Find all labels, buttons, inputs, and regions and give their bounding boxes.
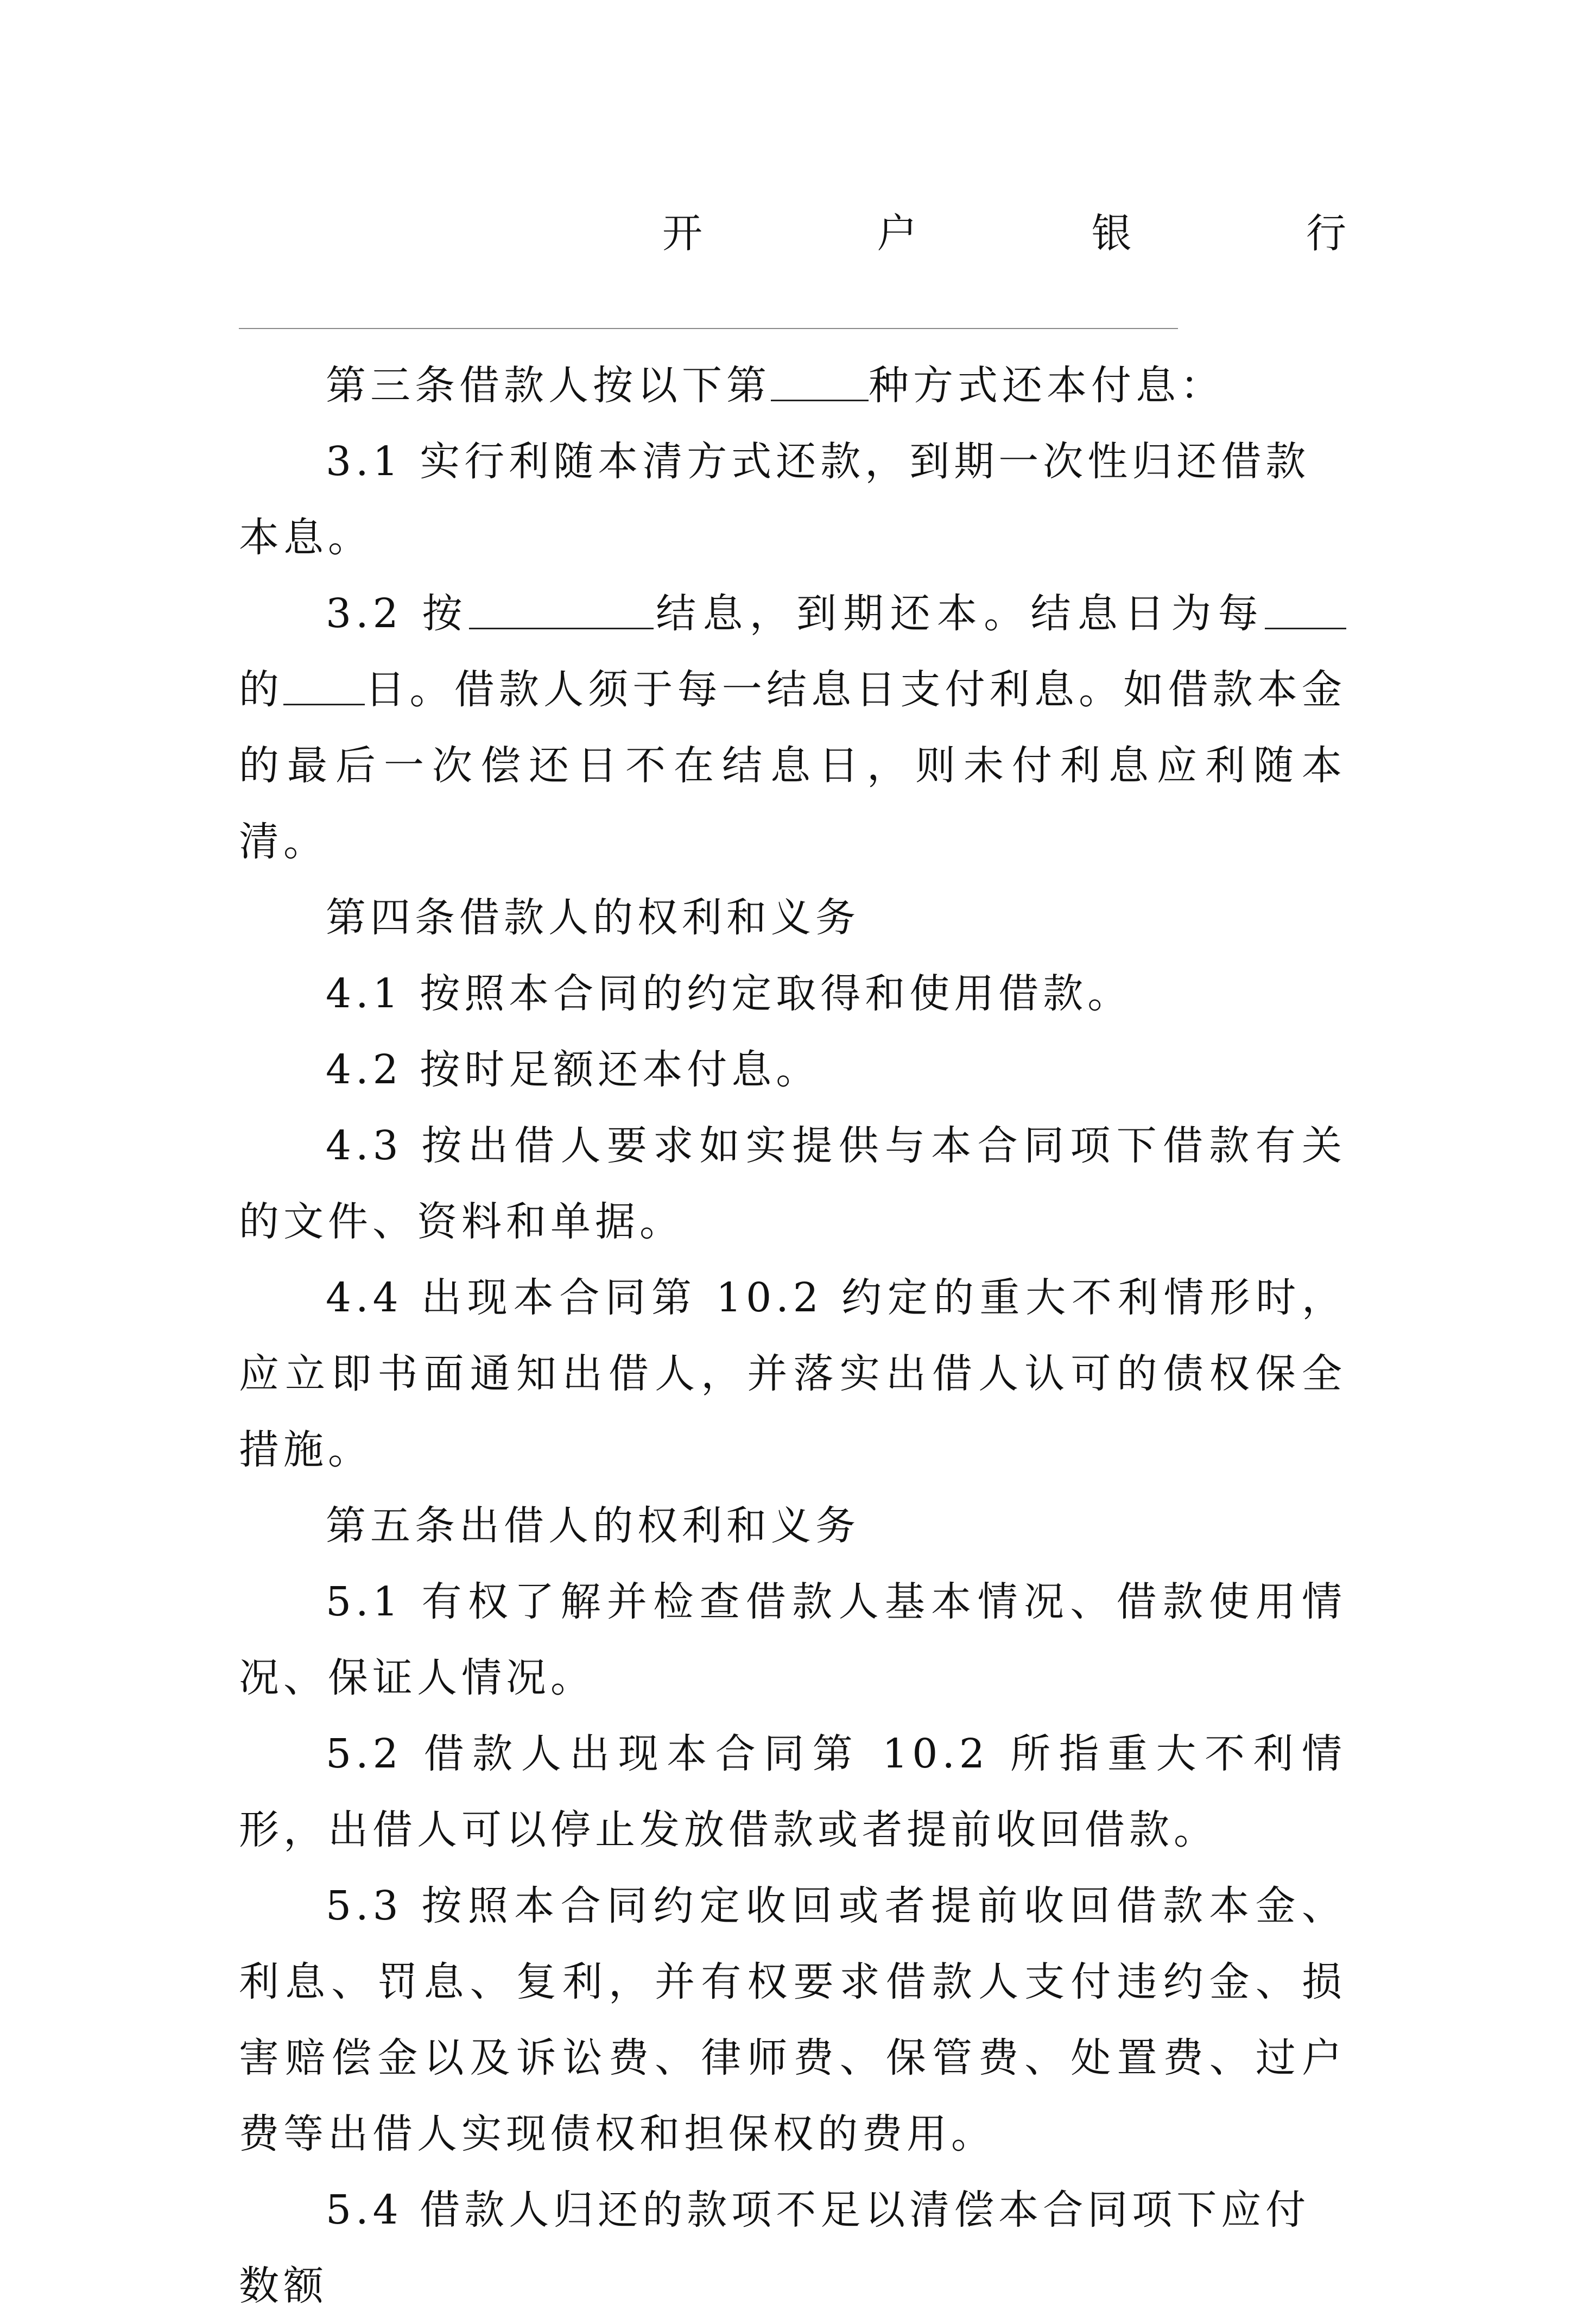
- repayment-method-blank: [771, 367, 869, 401]
- clause-3-2: [239, 576, 1346, 880]
- clause-3-2-text-b: 结息，到期还本。结息日为每: [653, 590, 1265, 637]
- clause-5-2: 5.2 借款人出现本合同第 10.2 所指重大不利情形，出借人可以停止发放借款或者提前收回借款。: [239, 1731, 1346, 1853]
- interest-period-blank: [469, 595, 654, 629]
- clause-3-2-text-d: 日。借款人须于每一结息日支付利息。如借款本金的最后一次偿还日不在结息日，则未付利息应利随本清。: [239, 666, 1347, 865]
- heading-char-4: 行: [1306, 210, 1346, 257]
- clause-4-4: 4.4 出现本合同第 10.2 约定的重大不利情形时，应立即书面通知出借人，并落实出借人认可的债权保全措施。: [239, 1274, 1346, 1473]
- interest-day-blank: [283, 671, 365, 705]
- clause-5-4: 5.4 借款人归还的款项不足以清偿本合同项下应付数额: [239, 2187, 1310, 2309]
- article-4-heading: 第四条借款人的权利和义务: [326, 894, 860, 941]
- heading-char-1: 开: [662, 210, 702, 257]
- account-bank-heading: [662, 204, 1346, 263]
- clause-5-3: 5.3 按照本合同约定收回或者提前收回借款本金、利息、罚息、复利，并有权要求借款人支付违约金、损害赔偿金以及诉讼费、律师费、保管费、处置费、过户费等出借人实现债权和担保权的费用。: [239, 1883, 1346, 2157]
- clause-4-2: 4.2 按时足额还本付息。: [326, 1046, 821, 1093]
- contract-body: [239, 348, 1346, 2324]
- heading-char-2: 户: [877, 210, 917, 257]
- article-3-text-b: 种方式还本付息：: [869, 362, 1225, 409]
- clause-4-1: 4.1 按照本合同的约定取得和使用借款。: [326, 970, 1132, 1017]
- clause-3-2-text-a: 3.2 按: [326, 590, 469, 637]
- article-3-text-a: 第三条借款人按以下第: [326, 362, 771, 409]
- clause-5-1: 5.1 有权了解并检查借款人基本情况、借款使用情况、保证人情况。: [239, 1578, 1346, 1701]
- heading-char-3: 银: [1091, 210, 1132, 257]
- interest-month-blank: [1265, 595, 1346, 629]
- clause-3-2-text-c: 的: [239, 666, 284, 713]
- article-5-heading: 第五条出借人的权利和义务: [326, 1502, 860, 1549]
- article-3-heading: [239, 348, 1346, 424]
- clause-4-3: 4.3 按出借人要求如实提供与本合同项下借款有关的文件、资料和单据。: [239, 1122, 1346, 1245]
- divider-line: [239, 328, 1178, 329]
- clause-3-1: 3.1 实行利随本清方式还款，到期一次性归还借款本息。: [239, 438, 1310, 561]
